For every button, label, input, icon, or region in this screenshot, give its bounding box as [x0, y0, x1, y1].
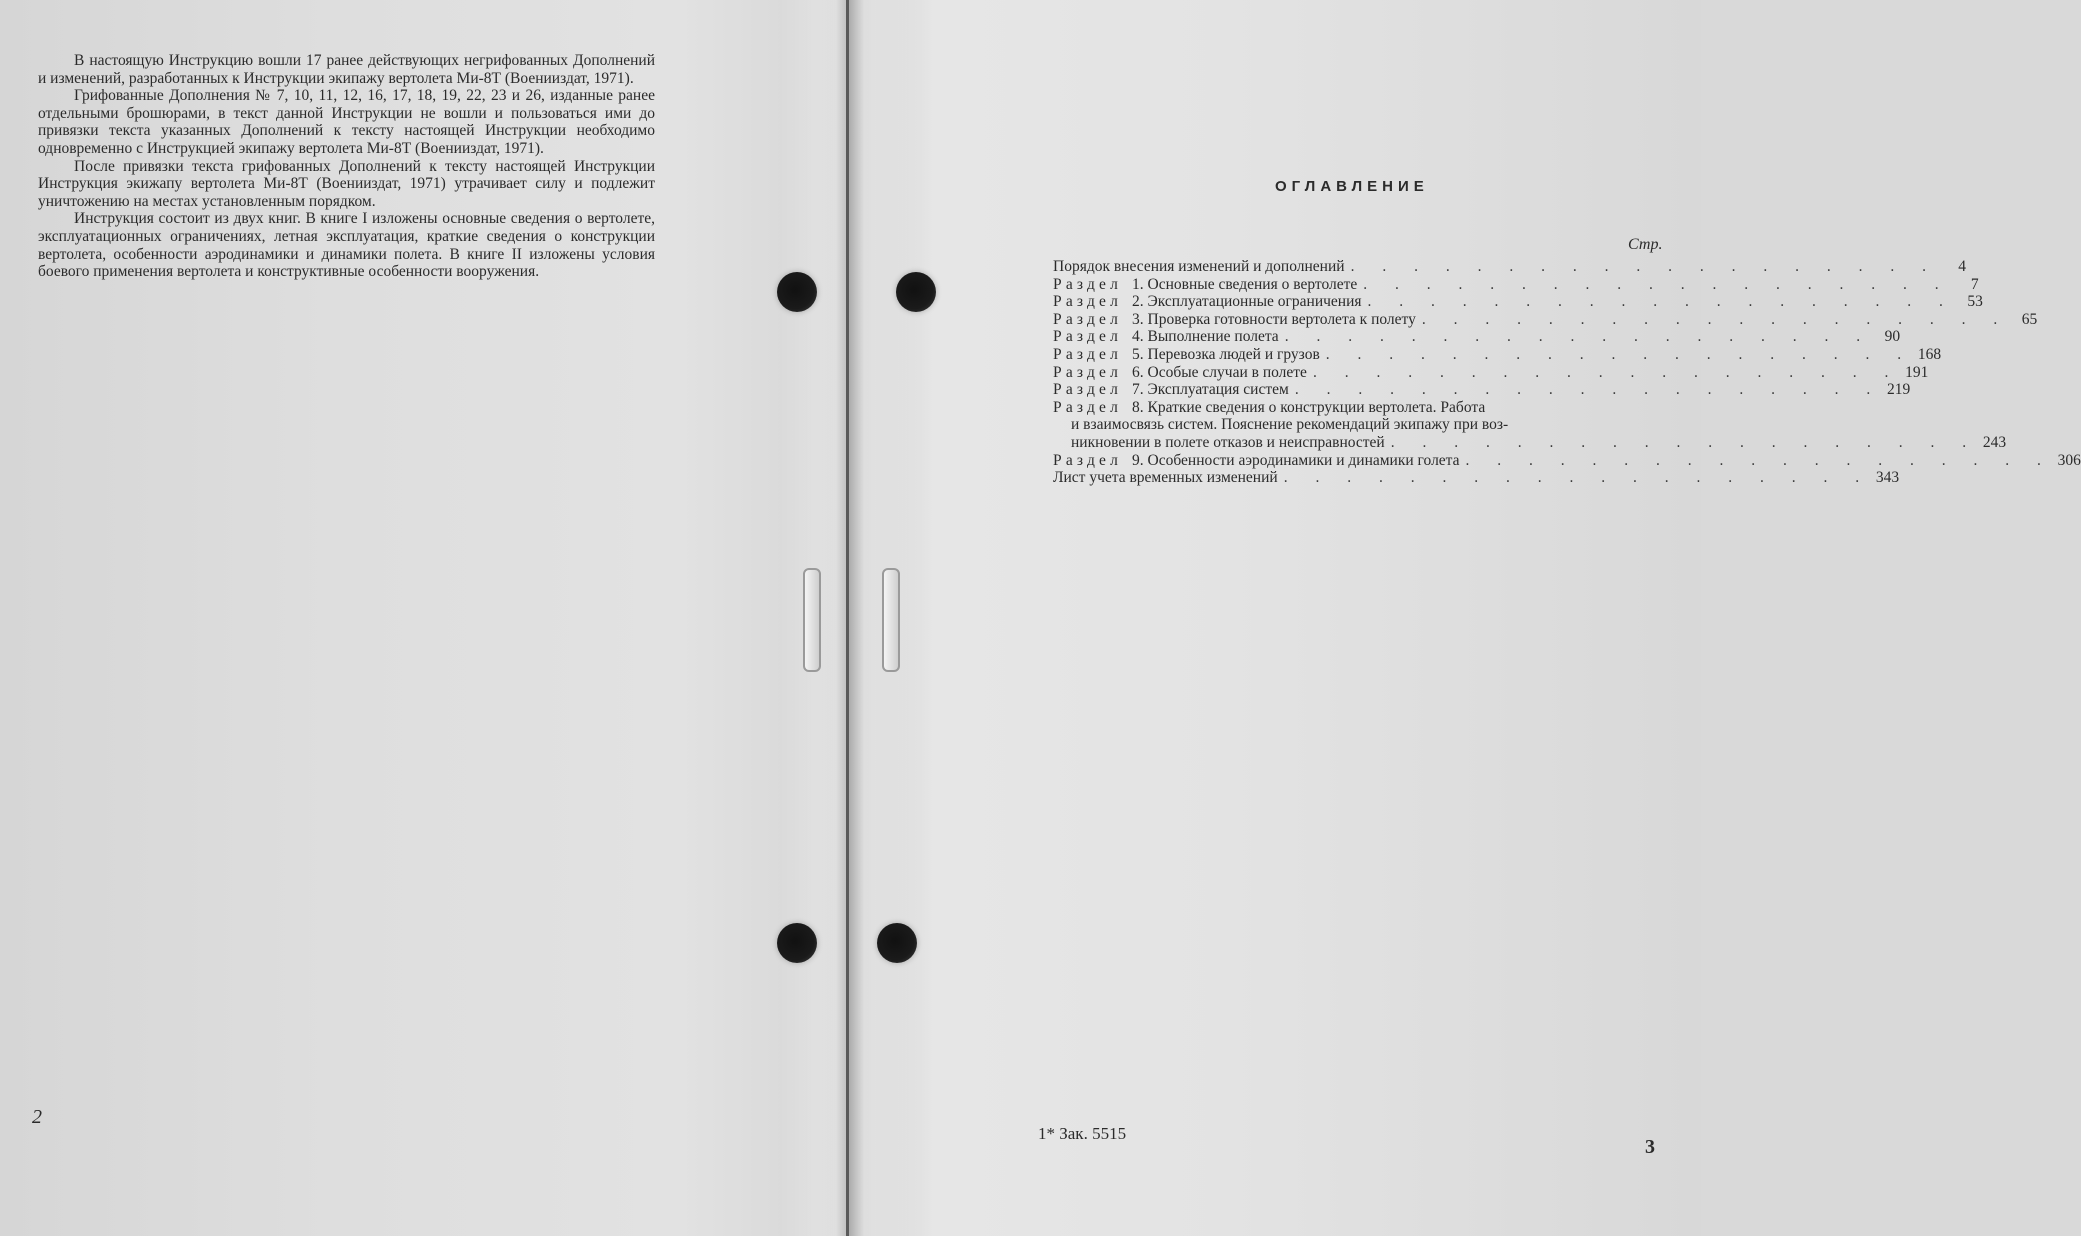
toc-entry-title-line: 8. Краткие сведения о конструкции вертолета. Работа — [1132, 398, 1486, 416]
toc-entry-continuation — [1053, 416, 1670, 434]
paragraph: Инструкция состоит из двух книг. В книге I изложены основные сведения о вертолете, эксплуатационных ограничениях, летная эксплуатация, краткие сведения о конструкции вертолета, особенности аэродинамики и динамики полета. В книге II изложены условия боевого применения вертолета и конструктивные особенности вооружения. — [38, 210, 655, 281]
toc-leader-dots: . . . . . . . . . . . . . . . . . . . — [1367, 293, 1955, 311]
toc-entry — [1053, 328, 1901, 346]
toc-page-column-label: Стр. — [1628, 236, 1663, 253]
toc-entry-prefix: Раздел — [1053, 451, 1123, 469]
toc-entry-prefix: Раздел — [1053, 398, 1123, 416]
toc-entry — [1053, 399, 1670, 417]
punch-hole-bottom-left — [777, 923, 817, 963]
toc-entry-page: 90 — [1884, 328, 1901, 346]
toc-entry-title: 7. Эксплуатация систем — [1132, 381, 1289, 399]
toc-entry-prefix: Раздел — [1053, 363, 1123, 381]
toc-leader-dots: . . . . . . . . . . . . . . . . . . . — [1283, 469, 1872, 487]
toc-entry-title: Лист учета временных изменений — [1053, 469, 1278, 487]
toc-entry-prefix: Раздел — [1053, 328, 1123, 346]
staple-left — [803, 568, 821, 672]
toc-leader-dots: . . . . . . . . . . . . . . . . . . . — [1284, 328, 1873, 346]
toc-entry-page: 219 — [1886, 381, 1911, 399]
toc-entry — [1053, 469, 1900, 487]
toc-entry — [1053, 363, 1929, 382]
toc-leader-dots: . . . . . . . . . . . . . . . . . . . — [1312, 363, 1901, 381]
toc-entry-title: 3. Проверка готовности вертолета к полету — [1132, 310, 1416, 328]
toc-entry — [1053, 293, 1983, 311]
punch-hole-bottom-right — [877, 923, 917, 963]
toc-entry-title: 1. Основные сведения о вертолете — [1132, 275, 1358, 293]
toc-entry-title: 6. Особые случаи в полете — [1132, 363, 1307, 381]
paragraph: После привязки текста грифованных Дополнений к тексту настоящей Инструкции Инструкция экижапу вертолета Ми-8Т (Военииздат, 1971) утрачивает силу и подлежит уничтожению на местах установленным порядком. — [38, 157, 655, 210]
paragraph: В настоящую Инструкцию вошли 17 ранее действующих негрифованных Дополнений и изменений, разработанных к Инструкции экипажу вертолета Ми-8Т (Военииздат, 1971). — [38, 52, 655, 87]
toc-entry-prefix: Раздел — [1053, 345, 1123, 363]
toc-entry-page: 65 — [2021, 310, 2038, 328]
punch-hole-top-left — [777, 272, 817, 312]
staple-right — [882, 568, 900, 672]
page-number-left: 2 — [32, 1106, 42, 1128]
toc-entry-continuation — [1053, 433, 2007, 452]
toc-entry-page: 53 — [1967, 293, 1983, 311]
toc-entry-title-line: никновении в полете отказов и неисправностей — [1071, 433, 1385, 451]
toc-entry-prefix: Раздел — [1053, 293, 1123, 311]
toc-leader-dots: . . . . . . . . . . . . . . . . . . . — [1390, 433, 1979, 451]
toc-entry-title: 5. Перевозка людей и грузов — [1132, 345, 1320, 363]
toc-entry-prefix: Раздел — [1053, 381, 1123, 399]
toc-entry-title: 2. Эксплуатационные ограничения — [1132, 293, 1362, 311]
page-number-right: 3 — [1645, 1136, 1655, 1158]
printing-order-number: 1* Зак. 5515 — [1038, 1124, 1127, 1143]
toc-leader-dots: . . . . . . . . . . . . . . . . . . . — [1465, 451, 2053, 469]
toc-entry-title: Порядок внесения изменений и дополнений — [1053, 258, 1345, 275]
toc-entry-title: 9. Особенности аэродинамики и динамики голета — [1132, 451, 1460, 469]
left-page-body — [38, 52, 655, 281]
punch-hole-top-right — [896, 272, 936, 312]
toc-leader-dots: . . . . . . . . . . . . . . . . . . . — [1325, 345, 1914, 363]
toc-entry-page: 243 — [1982, 433, 2007, 451]
toc-entry — [1053, 258, 1966, 276]
toc-entry — [1053, 345, 1942, 364]
toc-leader-dots: . . . . . . . . . . . . . . . . . . . — [1363, 275, 1951, 293]
toc-entry-page: 168 — [1917, 345, 1942, 363]
table-of-contents — [1053, 258, 2081, 487]
toc-leader-dots: . . . . . . . . . . . . . . . . . . . — [1350, 258, 1938, 275]
toc-leader-dots: . . . . . . . . . . . . . . . . . . . — [1421, 310, 2010, 328]
binding-fold — [846, 0, 849, 1236]
toc-title: ОГЛАВЛЕНИЕ — [1275, 178, 1429, 195]
toc-entry-prefix: Раздел — [1053, 275, 1123, 293]
toc-entry-page: 4 — [1958, 258, 1966, 275]
toc-entry-title: 4. Выполнение полета — [1132, 328, 1279, 346]
toc-entry — [1053, 310, 2038, 329]
toc-entry-page: 343 — [1875, 469, 1900, 487]
toc-entry-page: 306 — [2057, 451, 2081, 469]
paragraph: Грифованные Дополнения № 7, 10, 11, 12, 16, 17, 18, 19, 22, 23 и 26, изданные ранее отдельными брошюрами, в текст данной Инструкции не вошли и пользоваться ими до привязки текста указанных Дополнений к тексту настоящей Инструкции необходимо одновременно с Инструкцией экипажу вертолета Ми-8Т (Военииздат, 1971). — [38, 87, 655, 157]
toc-entry-page: 191 — [1905, 363, 1929, 381]
toc-entry — [1053, 451, 2081, 470]
toc-entry — [1053, 381, 1911, 399]
toc-entry-title-line: и взаимосвязь систем. Пояснение рекомендаций экипажу при воз- — [1071, 416, 1509, 434]
toc-entry-page: 7 — [1970, 275, 1979, 293]
toc-entry — [1053, 275, 1979, 294]
toc-leader-dots: . . . . . . . . . . . . . . . . . . . — [1294, 381, 1883, 399]
toc-entry-prefix: Раздел — [1053, 310, 1123, 328]
